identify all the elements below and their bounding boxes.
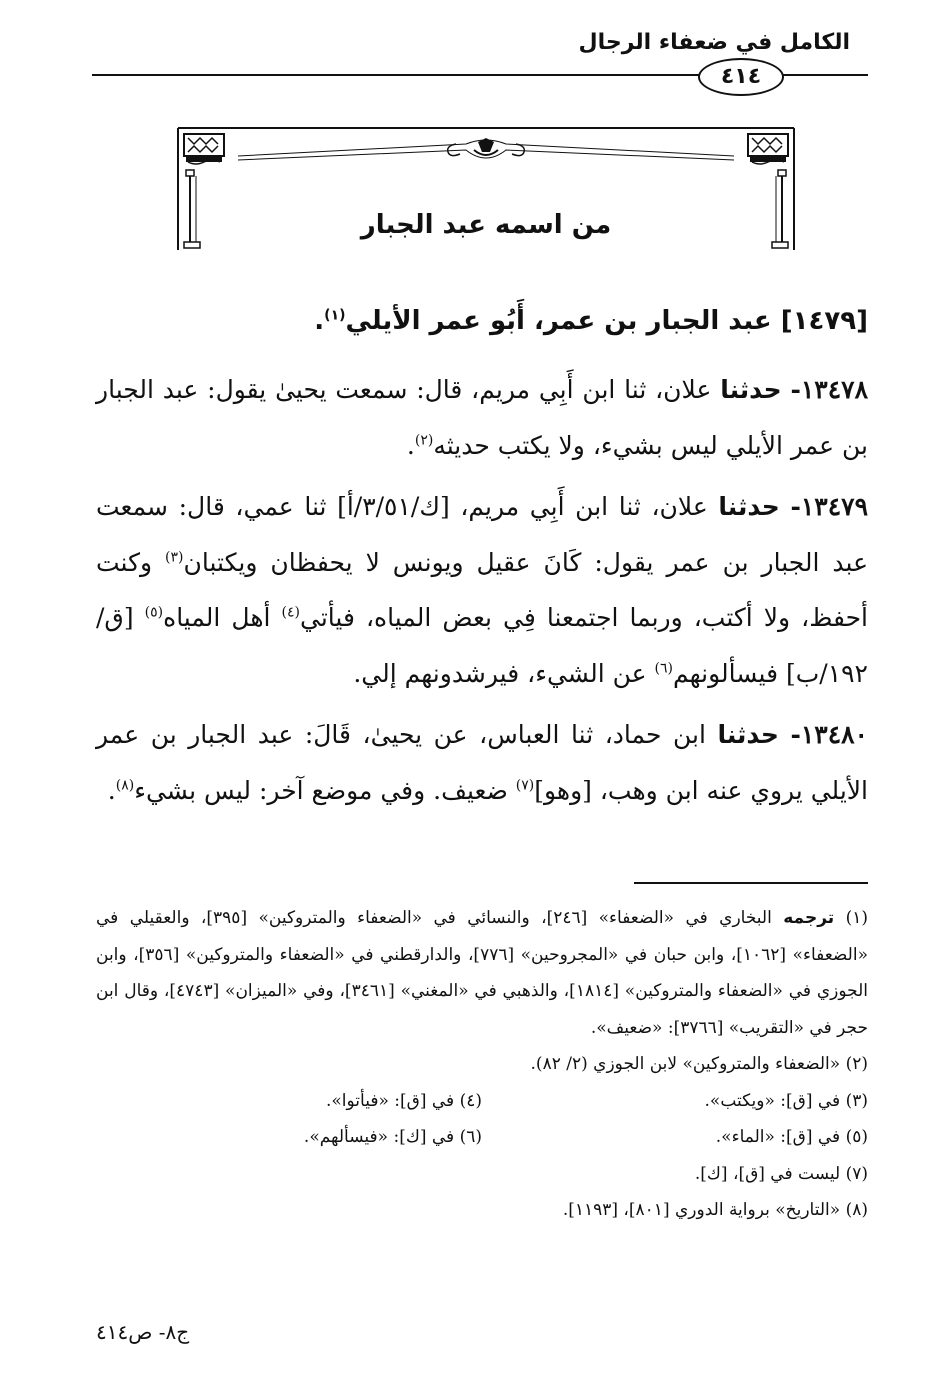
footnote-ref: (٣): [165, 549, 184, 566]
footnote-number: (٤): [459, 1090, 482, 1111]
footnote-8: [96, 1192, 868, 1229]
footnote-number: (٥): [845, 1127, 868, 1147]
footnote-number: (٦): [459, 1127, 482, 1147]
footnote-ref: (٤): [281, 604, 300, 621]
hadith-text: علان، ثنا ابن أَبِي مريم، [ك/٣/٥١/أ] ثنا عمي، قال: سمعت عبد الجبار بن عمر يقول: كَانَ عقيل ويونس لا يحفظان ويكتبان: [96, 492, 868, 577]
footnote-ref: (٧): [515, 777, 535, 794]
hadith-keyword: حدثنا: [720, 375, 782, 404]
footnote-text: في [ق]: «فيأتوا».: [326, 1090, 455, 1111]
hadith-text: [ق/١٩٢/ب] فيسألونهم: [96, 603, 868, 688]
hadith-text: ضعيف. وفي موضع آخر: ليس بشيء: [134, 775, 508, 805]
footnotes: [96, 900, 868, 1229]
footnote-number: (٨): [845, 1200, 868, 1220]
footnote-text: «التاريخ» برواية الدوري [٨٠١]، [١١٩٣].: [562, 1200, 841, 1220]
hadith-number: ١٣٤٨٠-: [790, 720, 868, 749]
footnote-separator: [634, 882, 868, 884]
entry-title-text: [١٤٧٩] عبد الجبار بن عمر، أَبُو عمر الأيلي: [345, 306, 868, 336]
page-footer: ج٨- ص٤١٤: [96, 1320, 190, 1344]
footnote-ref: (٥): [144, 604, 164, 621]
footnote-number: (٧): [845, 1163, 868, 1184]
hadith-keyword: حدثنا: [717, 720, 779, 749]
footnote-1: [96, 900, 868, 1046]
center-swag-ornament: [238, 138, 734, 160]
footnote-ref: (٨): [115, 777, 135, 794]
hadith-paragraph: [96, 707, 868, 818]
footnote-number: (١): [845, 908, 868, 928]
footnote-7: [96, 1156, 868, 1193]
hadith-text: وكنت أحفظ، ولا أكتب، وربما اجتمعنا فِي بعض المياه، فيأتي: [96, 547, 868, 632]
footnote-text: «الضعفاء والمتروكين» لابن الجوزي (٢/ ٨٢).: [530, 1054, 841, 1074]
footnote-6: [96, 1119, 482, 1156]
footnote-3: [482, 1083, 868, 1120]
footnote-text: في [ق]: «الماء».: [715, 1127, 841, 1147]
hadith-paragraph: [96, 362, 868, 473]
footnote-text: البخاري في «الضعفاء» [٢٤٦]، والنسائي في «الضعفاء والمتروكين» [٣٩٥]، والعقيلي في «الضعفاء» [١٠٦٢]، وابن حبان في «المجروحين» [٧٧٦]، والدارقطني في «الضعفاء والمتروكين» [٣٥٦]، وابن الجوزي في «الضعفاء والمتروكين» [١٨١٤]، والذهبي في «المغني» [٣٤٦١]، وفي «الميزان» [٤٧٤٣]، وقال ابن حجر في «التقريب» [٣٧٦٦]: «ضعيف».: [96, 908, 869, 1038]
footnote-5: [482, 1119, 868, 1156]
hadith-text: عن الشيء، فيرشدونهم إلي.: [353, 658, 647, 688]
footnote-row: [96, 1119, 868, 1156]
footnote-text: في [ق]: «ويكتب».: [704, 1090, 841, 1111]
footnote-2: [96, 1046, 868, 1083]
hadith-text: ابن حماد، ثنا العباس، عن يحيىٰ، قَالَ: عبد الجبار بن عمر الأيلي يروي عنه ابن وهب، [وهو]: [96, 720, 868, 805]
section-banner: [176, 126, 796, 252]
hadith-text: أهل المياه: [163, 603, 271, 632]
footnote-number: (٣): [845, 1090, 868, 1111]
hadith-number: ١٣٤٧٩-: [790, 492, 869, 521]
running-title: الكامل في ضعفاء الرجال: [578, 30, 850, 55]
hadith-keyword: حدثنا: [718, 492, 780, 521]
hadith-text: .: [406, 430, 415, 460]
footnote-row: [96, 1083, 868, 1120]
entry-title-end: .: [314, 306, 325, 336]
footnote-4: [96, 1083, 482, 1120]
hadith-text: .: [107, 775, 116, 805]
entry-heading: [88, 306, 868, 336]
page-number-badge: ٤١٤: [698, 58, 784, 96]
footnote-text: في [ك]: «فيسألهم».: [303, 1127, 455, 1147]
footnote-ref: (٢): [414, 432, 434, 449]
footnote-ref: (١): [324, 307, 346, 324]
footnote-text: ليست في [ق]، [ك].: [694, 1163, 841, 1184]
footnote-keyword: ترجمه: [783, 908, 835, 928]
hadith-paragraph: [96, 479, 868, 701]
footnote-ref: (٦): [654, 660, 673, 677]
hadith-text: علان، ثنا ابن أَبِي مريم، قال: سمعت يحيىٰ يقول: عبد الجبار بن عمر الأيلي ليس بشيء، ولا يكتب حديثه: [96, 375, 868, 460]
footnote-number: (٢): [845, 1054, 868, 1074]
hadith-number: ١٣٤٧٨-: [790, 375, 869, 404]
main-text: [96, 362, 868, 824]
section-title: من اسمه عبد الجبار: [360, 210, 612, 240]
